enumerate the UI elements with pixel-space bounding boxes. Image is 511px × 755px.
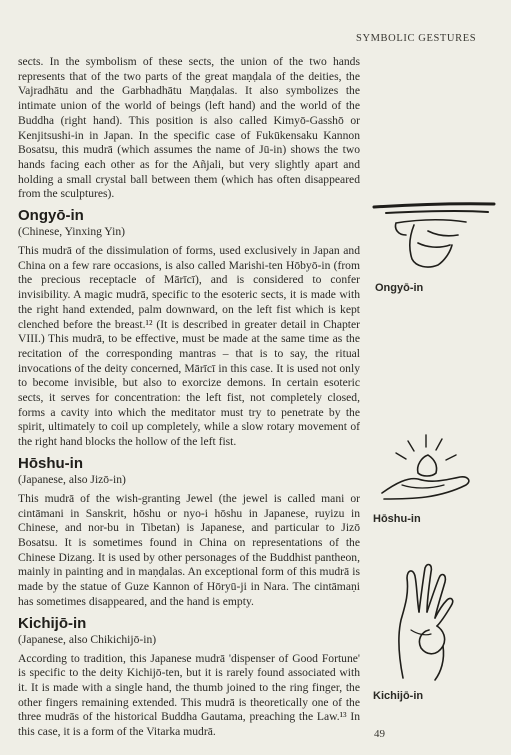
- page-number: 49: [374, 728, 385, 740]
- entry-subtitle-hoshu-in: (Japanese, also Jizō-in): [18, 472, 126, 486]
- entry-body-ongyo-in: This mudrā of the dissimulation of forms, used exclusively in Japan and China on a few rare occasions, is also called Marishi-ten Hōbyō-in (from the precious receptacle of Mārīcī), and is considered to confer invisibility. A magic mudrā, specific to the esoteric sects, it is made with the right hand extended, palm downward, on the left fist which is kept clenched before the breast.¹² (It is described in greater detail in Chapter VIII.) This mudrā, to be effective, must be made at the same time as the recitation of the corresponding mantras – that is to say, the ritual invocations of the deity concerned, Mārīcī in this case. It is used not only to become invisible, but also to exorcize demons. In certain esoteric sects, it serves for concentration: the left fist, not completely closed, forms a cavity into which the meditator must try to penetrate by the spirit, ultimately to coil up completely, while a slow rotary movement of the right hand blocks the hollow of the left fist.: [18, 244, 360, 449]
- entry-title-kichijo-in: Kichijō-in: [18, 614, 87, 632]
- entry-subtitle-ongyo-in: (Chinese, Yinxing Yin): [18, 225, 126, 239]
- ongyo-in-hand-illustration: [366, 195, 501, 277]
- entry-title-hoshu-in: Hōshu-in: [18, 454, 83, 472]
- caption-kichijo-in: Kichijō-in: [373, 690, 424, 702]
- hoshu-in-hand-illustration: [378, 433, 476, 511]
- main-text-column: [18, 55, 360, 740]
- kichijo-in-hand-illustration: [385, 560, 465, 682]
- entry-subtitle-kichijo-in: (Japanese, also Chikichijō-in): [18, 632, 157, 646]
- running-head: SYMBOLIC GESTURES: [356, 33, 477, 44]
- caption-hoshu-in: Hōshu-in: [373, 513, 421, 525]
- entry-body-kichijo-in: According to tradition, this Japanese mudrā 'dispenser of Good Fortune' is specific to the deity Kichijō-ten, but it is rarely found associated with it. It is made with a single hand, the thumb joined to the ring finger, the other fingers remaining extended. This mudrā is theoretically one of the three mudrās of the historical Buddha Gautama, preaching the Law.¹³ In this case, it is a form of the Vitarka mudrā.: [18, 651, 360, 739]
- caption-ongyo-in: Ongyō-in: [375, 282, 424, 294]
- entry-title-ongyo-in: Ongyō-in: [18, 207, 84, 225]
- intro-paragraph: sects. In the symbolism of these sects, the union of the two hands represents that of the two parts of the great maṇḍala of the deities, the Vajradhātu and the Garbhadhātu Maṇḍalas. It also symbolizes the intimate union of the world of beings (left hand) and the world of the Buddha (right hand). This position is also called Kimyō-Gasshō or Kenjitsushi-in in Japan. In the specific case of Fukūkensaku Kannon Bosatsu, this mudrā (which assumes the name of Jū-in) shows the two hands facing each other as for the Añjali, but very slightly apart and holding a small crystal ball between them (which has often disappeared from the sculptures).: [18, 55, 360, 201]
- entry-body-hoshu-in: This mudrā of the wish-granting Jewel (the jewel is called mani or cintāmani in Sanskrit, hōshu or nyo-i hōshu in Japanese, ruyizu in Chinese, and nor-bu in Tibetan) is Japanese, and particular to Jizō Bosatsu. It is sometimes found in China on representations of the Chinese Dizang. It is used by other personages of the Buddhist pantheon, mainly in painting and in maṇḍalas. An exceptional form of this mudrā is made by the statue of Guze Kannon of Hōryū-ji in Nara. The cintāmaṇi has sometimes disappeared, and the hand is empty.: [18, 491, 360, 608]
